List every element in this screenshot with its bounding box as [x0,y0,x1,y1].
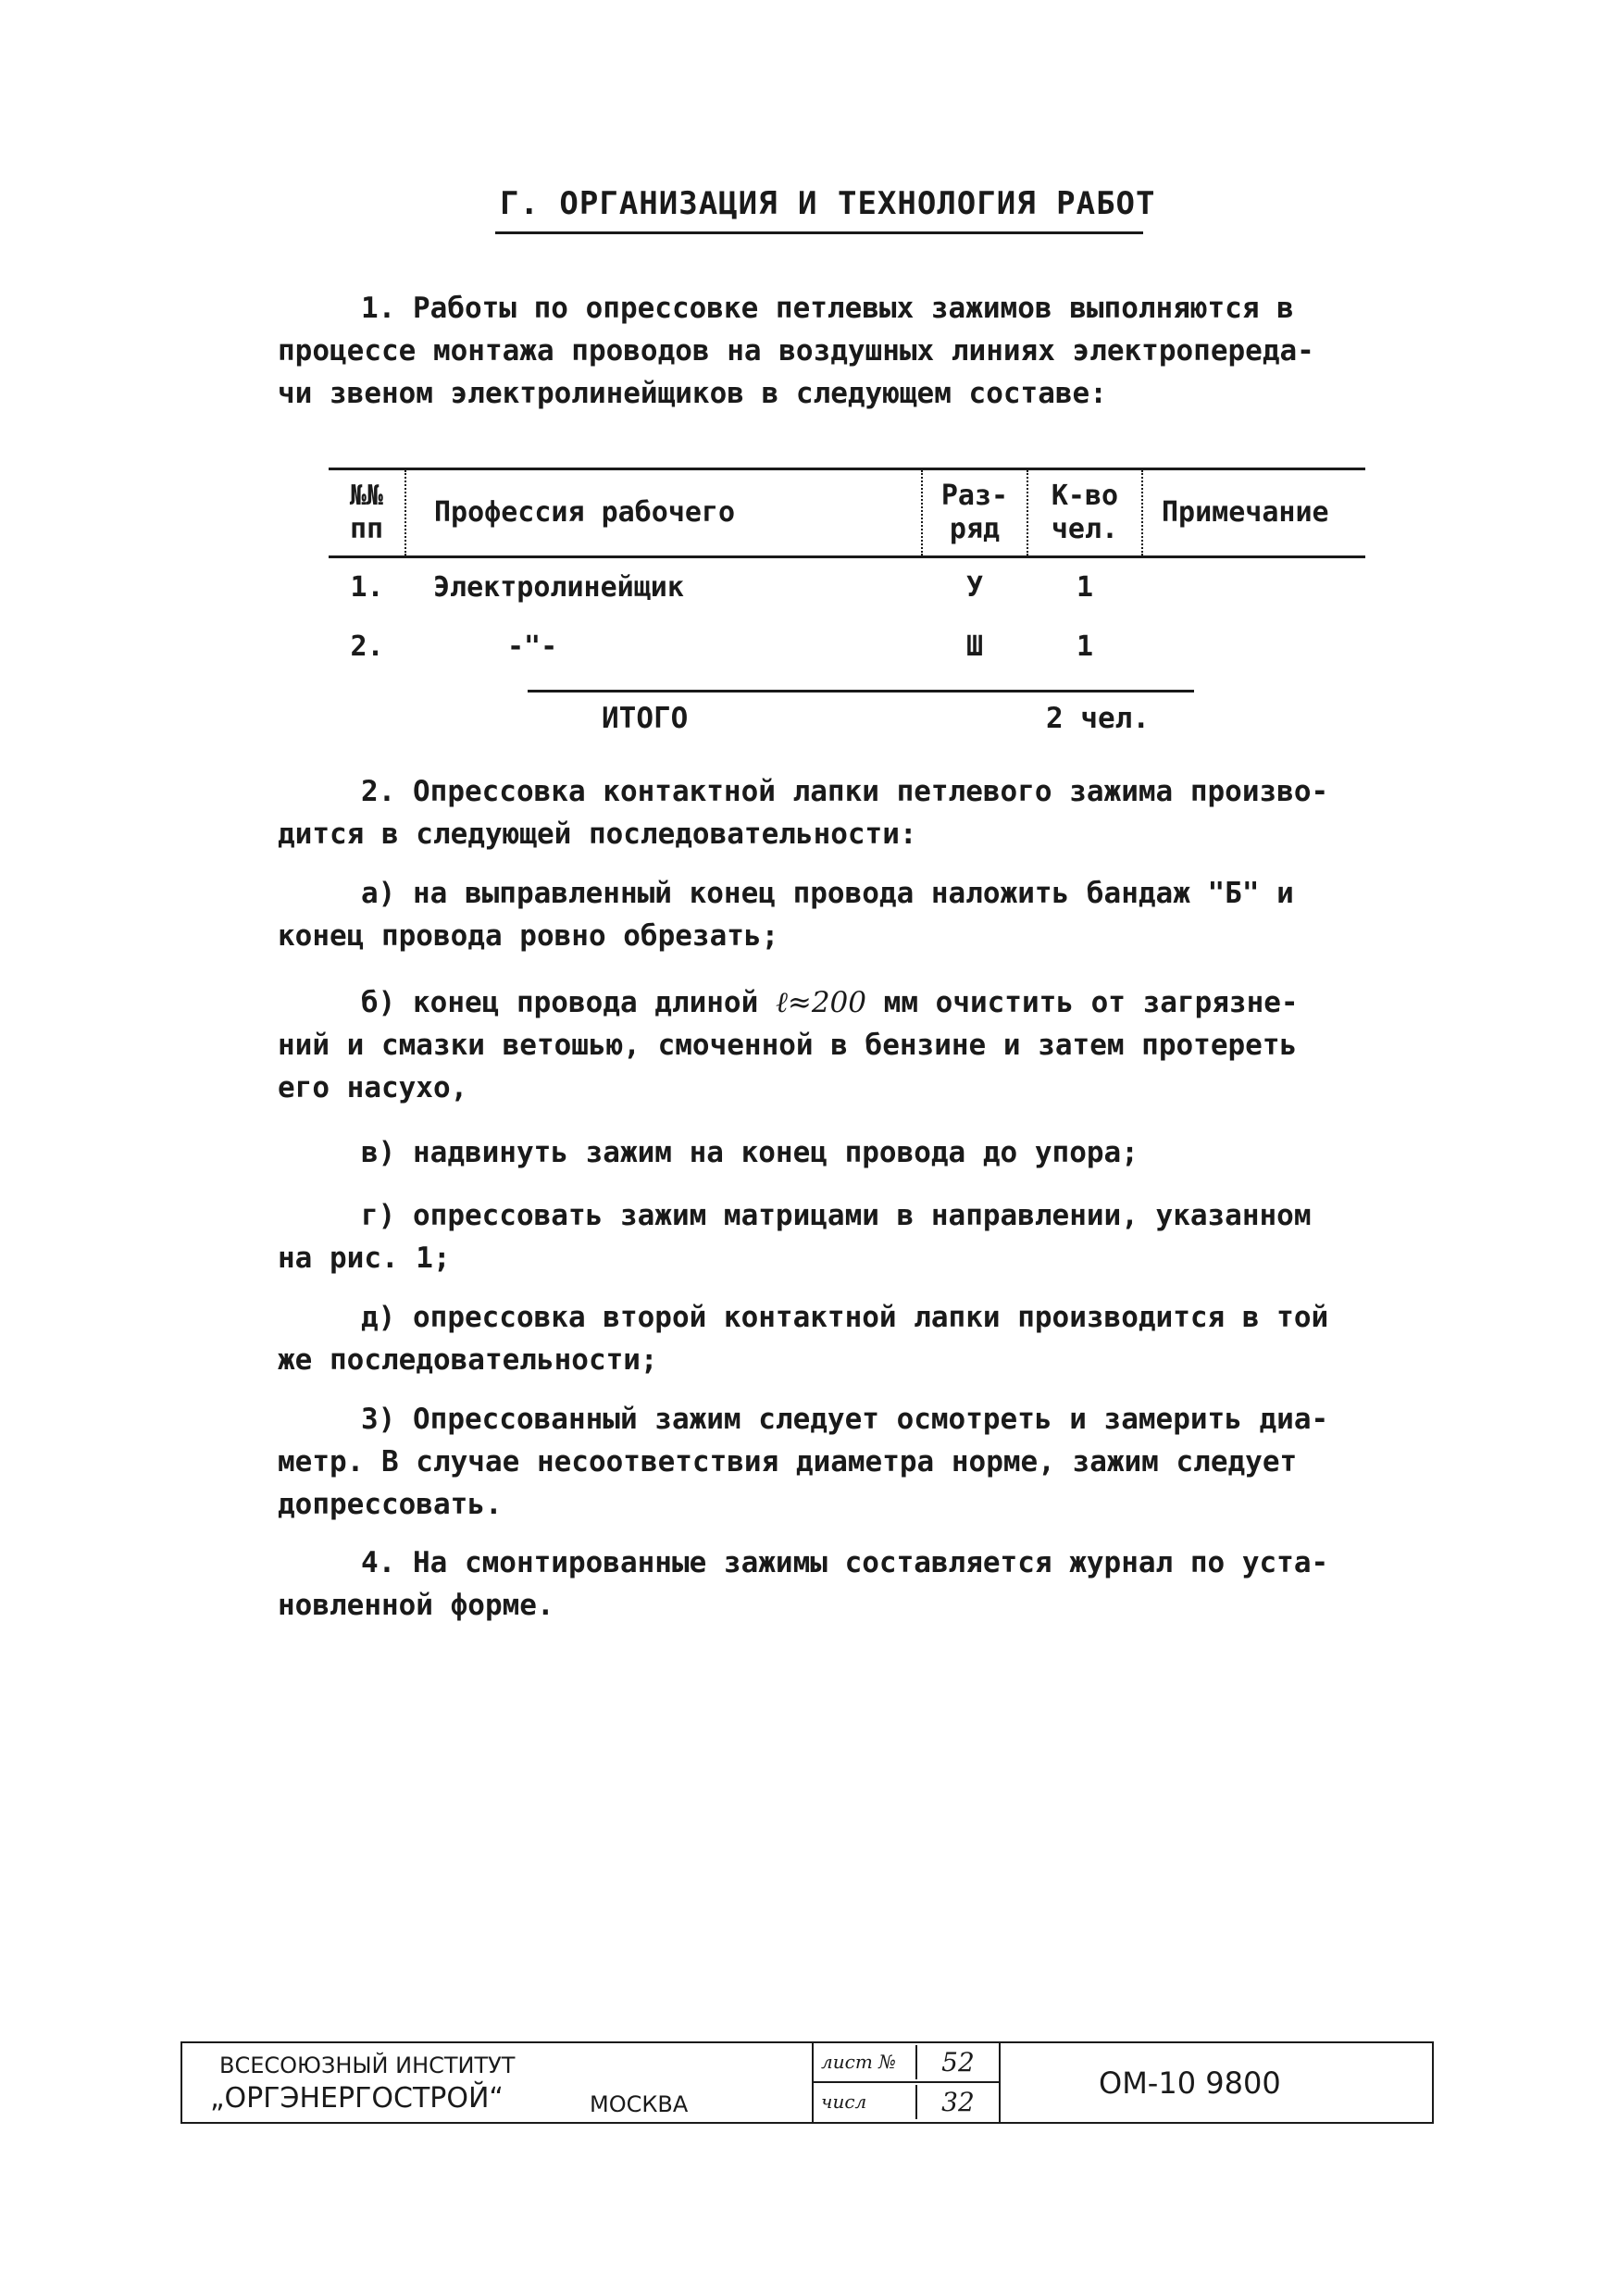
header-count: К-во чел. [1027,469,1142,557]
row2-count: 1 [1076,630,1094,663]
title-block-stamp [180,2041,1434,2124]
item-b-line1-pre: б) конец провода длиной [361,986,776,1019]
stamp-organization [192,2049,812,2116]
row1-profession: Электролинейщик [433,571,684,604]
para2-line1: 2. Опрессовка контактной лапки петлевого зажима произво- [361,775,1329,808]
stamp-sheet-row [814,2043,999,2083]
para3-line1: 3) Опрессованный зажим следует осмотреть и замерить диа- [361,1403,1329,1436]
header-note: Примечание [1142,469,1365,557]
row2-note [1142,618,1365,677]
list-item-g [278,1194,1388,1279]
table-row [329,557,1365,618]
section-title: Г. ОРГАНИЗАЦИЯ И ТЕХНОЛОГИЯ РАБОТ [500,185,1156,222]
list-item-b [278,981,1388,1109]
row2-grade: Ш [965,630,984,663]
row2-num: 2. [350,630,384,663]
sheet-number: 52 [915,2045,999,2079]
item-d-line1: д) опрессовка второй контактной лапки производится в той [361,1301,1329,1334]
item-d-line2: же последовательности; [278,1343,658,1377]
stamp-count-row [814,2083,999,2121]
stamp-city: МОСКВА [590,2091,689,2117]
para4-line2: новленной форме. [278,1589,554,1622]
count-number: 32 [915,2085,999,2119]
item-g-line1: г) опрессовать зажим матрицами в направлении, указанном [361,1199,1312,1232]
item-b-line1-post: мм очистить от загрязне- [866,986,1299,1019]
stamp-org-line1: ВСЕСОЮЗНЫЙ ИНСТИТУТ [219,2053,516,2078]
paragraph-3 [278,1398,1388,1526]
para4-line1: 4. На смонтированные зажимы составляется журнал по уста- [361,1546,1329,1579]
para3-line2: метр. В случае несоответствия диаметра норме, зажим следует [278,1445,1298,1479]
title-underline [495,231,1143,234]
para1-line1: 1. Работы по опрессовке петлевых зажимов выполняются в [361,292,1294,325]
item-g-line2: на рис. 1; [278,1242,451,1275]
list-item-v [278,1131,1388,1174]
row1-count: 1 [1076,571,1094,604]
item-a-line2: конец провода ровно обрезать; [278,919,779,953]
total-value: 2 чел. [1046,702,1150,735]
row1-note [1142,557,1365,618]
item-v-line1: в) надвинуть зажим на конец провода до упора; [361,1136,1139,1169]
paragraph-1 [278,287,1388,415]
para1-line3: чи звеном электролинейщиков в следующем составе: [278,377,1107,410]
stamp-org-name: „ОРГЭНЕРГОСТРОЙ“ [210,2082,504,2115]
count-label: числ [821,2090,867,2113]
item-b-line3: его насухо, [278,1071,468,1104]
length-formula: ℓ≈200 [775,986,866,1019]
header-profession: Профессия рабочего [405,469,922,557]
para3-line3: допрессовать. [278,1488,503,1521]
item-b-line2: ний и смазки ветошью, смоченной в бензине и затем протереть [278,1029,1298,1062]
row1-num: 1. [350,571,384,604]
list-item-a [278,872,1388,957]
total-label: ИТОГО [602,702,689,735]
para1-line2: процессе монтажа проводов на воздушных линиях электропереда- [278,334,1314,368]
header-num: №№ пп [329,469,405,557]
list-item-d [278,1296,1388,1381]
row2-profession: -"- [507,630,558,663]
para2-line2: дится в следующей последовательности: [278,817,917,851]
crew-table [329,468,1365,677]
table-header-row [329,469,1365,557]
total-rule [528,690,1194,693]
row1-grade: У [965,571,984,604]
header-grade: Раз- ряд [922,469,1027,557]
item-a-line1: а) на выправленный конец провода наложить бандаж "Б" и [361,877,1294,910]
table-row [329,618,1365,677]
stamp-sheet-cells [812,2043,1001,2122]
sheet-label: лист № [821,2051,897,2073]
paragraph-2 [278,770,1388,855]
paragraph-4 [278,1541,1388,1627]
document-code: ОМ-10 9800 [1099,2065,1281,2101]
